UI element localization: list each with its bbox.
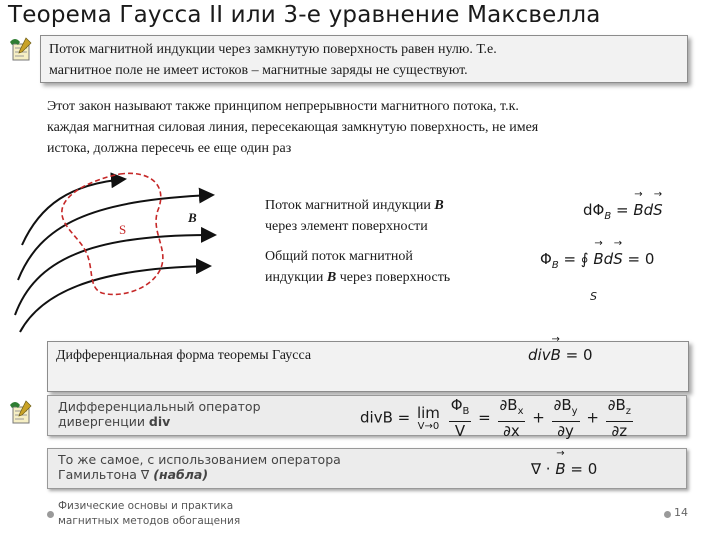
paragraph-line-3: истока, должна пересечь ее еще один раз: [47, 141, 292, 156]
nabla-bold: (набла): [153, 467, 209, 482]
hamilton-formula: ∇ · → B = 0: [531, 460, 597, 478]
page-number: 14: [674, 506, 688, 519]
total-flux-formula: $\Phi_B$ = ∮ → Bd→ S = 0 S: [540, 250, 654, 271]
explanation-paragraph: [47, 96, 697, 159]
footer: [58, 499, 298, 529]
hand-note-icon: [8, 399, 34, 425]
paragraph-line-2: каждая магнитная силовая линия, пересекающая замкнутую поверхность, не имея: [47, 120, 539, 135]
statement-line-2: магнитное поле не имеет истоков – магнитные заряды не существуют.: [49, 63, 468, 78]
divergence-line-1: Дифференциальный оператор: [58, 399, 261, 414]
slide-title: Теорема Гаусса II или 3-е уравнение Максвелла: [8, 2, 601, 28]
field-line-1: [22, 179, 125, 245]
element-flux-text-after: через элемент поверхности: [265, 219, 428, 234]
footer-line-1: Физические основы и практика: [58, 500, 234, 512]
footer-bullet: [47, 511, 54, 518]
total-flux-description: Общий поток магнитной индукции B через поверхность: [265, 249, 451, 285]
diagram-label-b: B: [188, 210, 197, 225]
differential-form-label: Дифференциальная форма теоремы Гаусса: [56, 348, 312, 363]
hamilton-line-1: То же самое, с использованием оператора: [58, 452, 341, 467]
statement-box: [40, 35, 688, 83]
divergence-bold: div: [148, 414, 171, 429]
hamilton-operator-box: То же самое, с использованием оператора Гамильтона ∇ (набла): [47, 448, 687, 489]
total-flux-line-1: Общий поток магнитной: [265, 249, 413, 264]
page-bullet: [664, 511, 671, 518]
footer-line-2: магнитных методов обогащения: [58, 515, 241, 527]
paragraph-line-1: Этот закон называют также принципом непрерывности магнитного потока, т.к.: [47, 99, 519, 114]
element-flux-bold-b: B: [434, 198, 444, 213]
surface-subscript: S: [590, 290, 597, 303]
differential-form-box: [47, 341, 689, 392]
divergence-operator-box: Дифференциальный оператор дивергенции div: [47, 395, 687, 436]
field-line-4: [20, 266, 210, 332]
statement-line-1: Поток магнитной индукции через замкнутую поверхность равен нулю. Т.е.: [49, 42, 497, 57]
differential-form-formula: div→ B = 0: [528, 346, 593, 364]
field-lines-diagram: [10, 170, 255, 335]
element-flux-formula: $d\Phi_B$ = → Bd→ S: [583, 201, 663, 222]
element-flux-text: Поток магнитной индукции: [265, 198, 435, 213]
element-flux-description: [265, 195, 515, 237]
diagram-label-s: S: [119, 222, 127, 237]
divergence-formula: divB = lim V→0 $\frac{\Phi_B}{V}$ = $\frac{\partial B_x}{\partial x}$ + $\frac{\partial B_y}{\partial y}$ + $\frac{\partial B_z}{\partial z}$: [360, 396, 631, 440]
total-flux-bold-b: B: [326, 270, 337, 285]
hand-note-icon: [8, 36, 34, 62]
